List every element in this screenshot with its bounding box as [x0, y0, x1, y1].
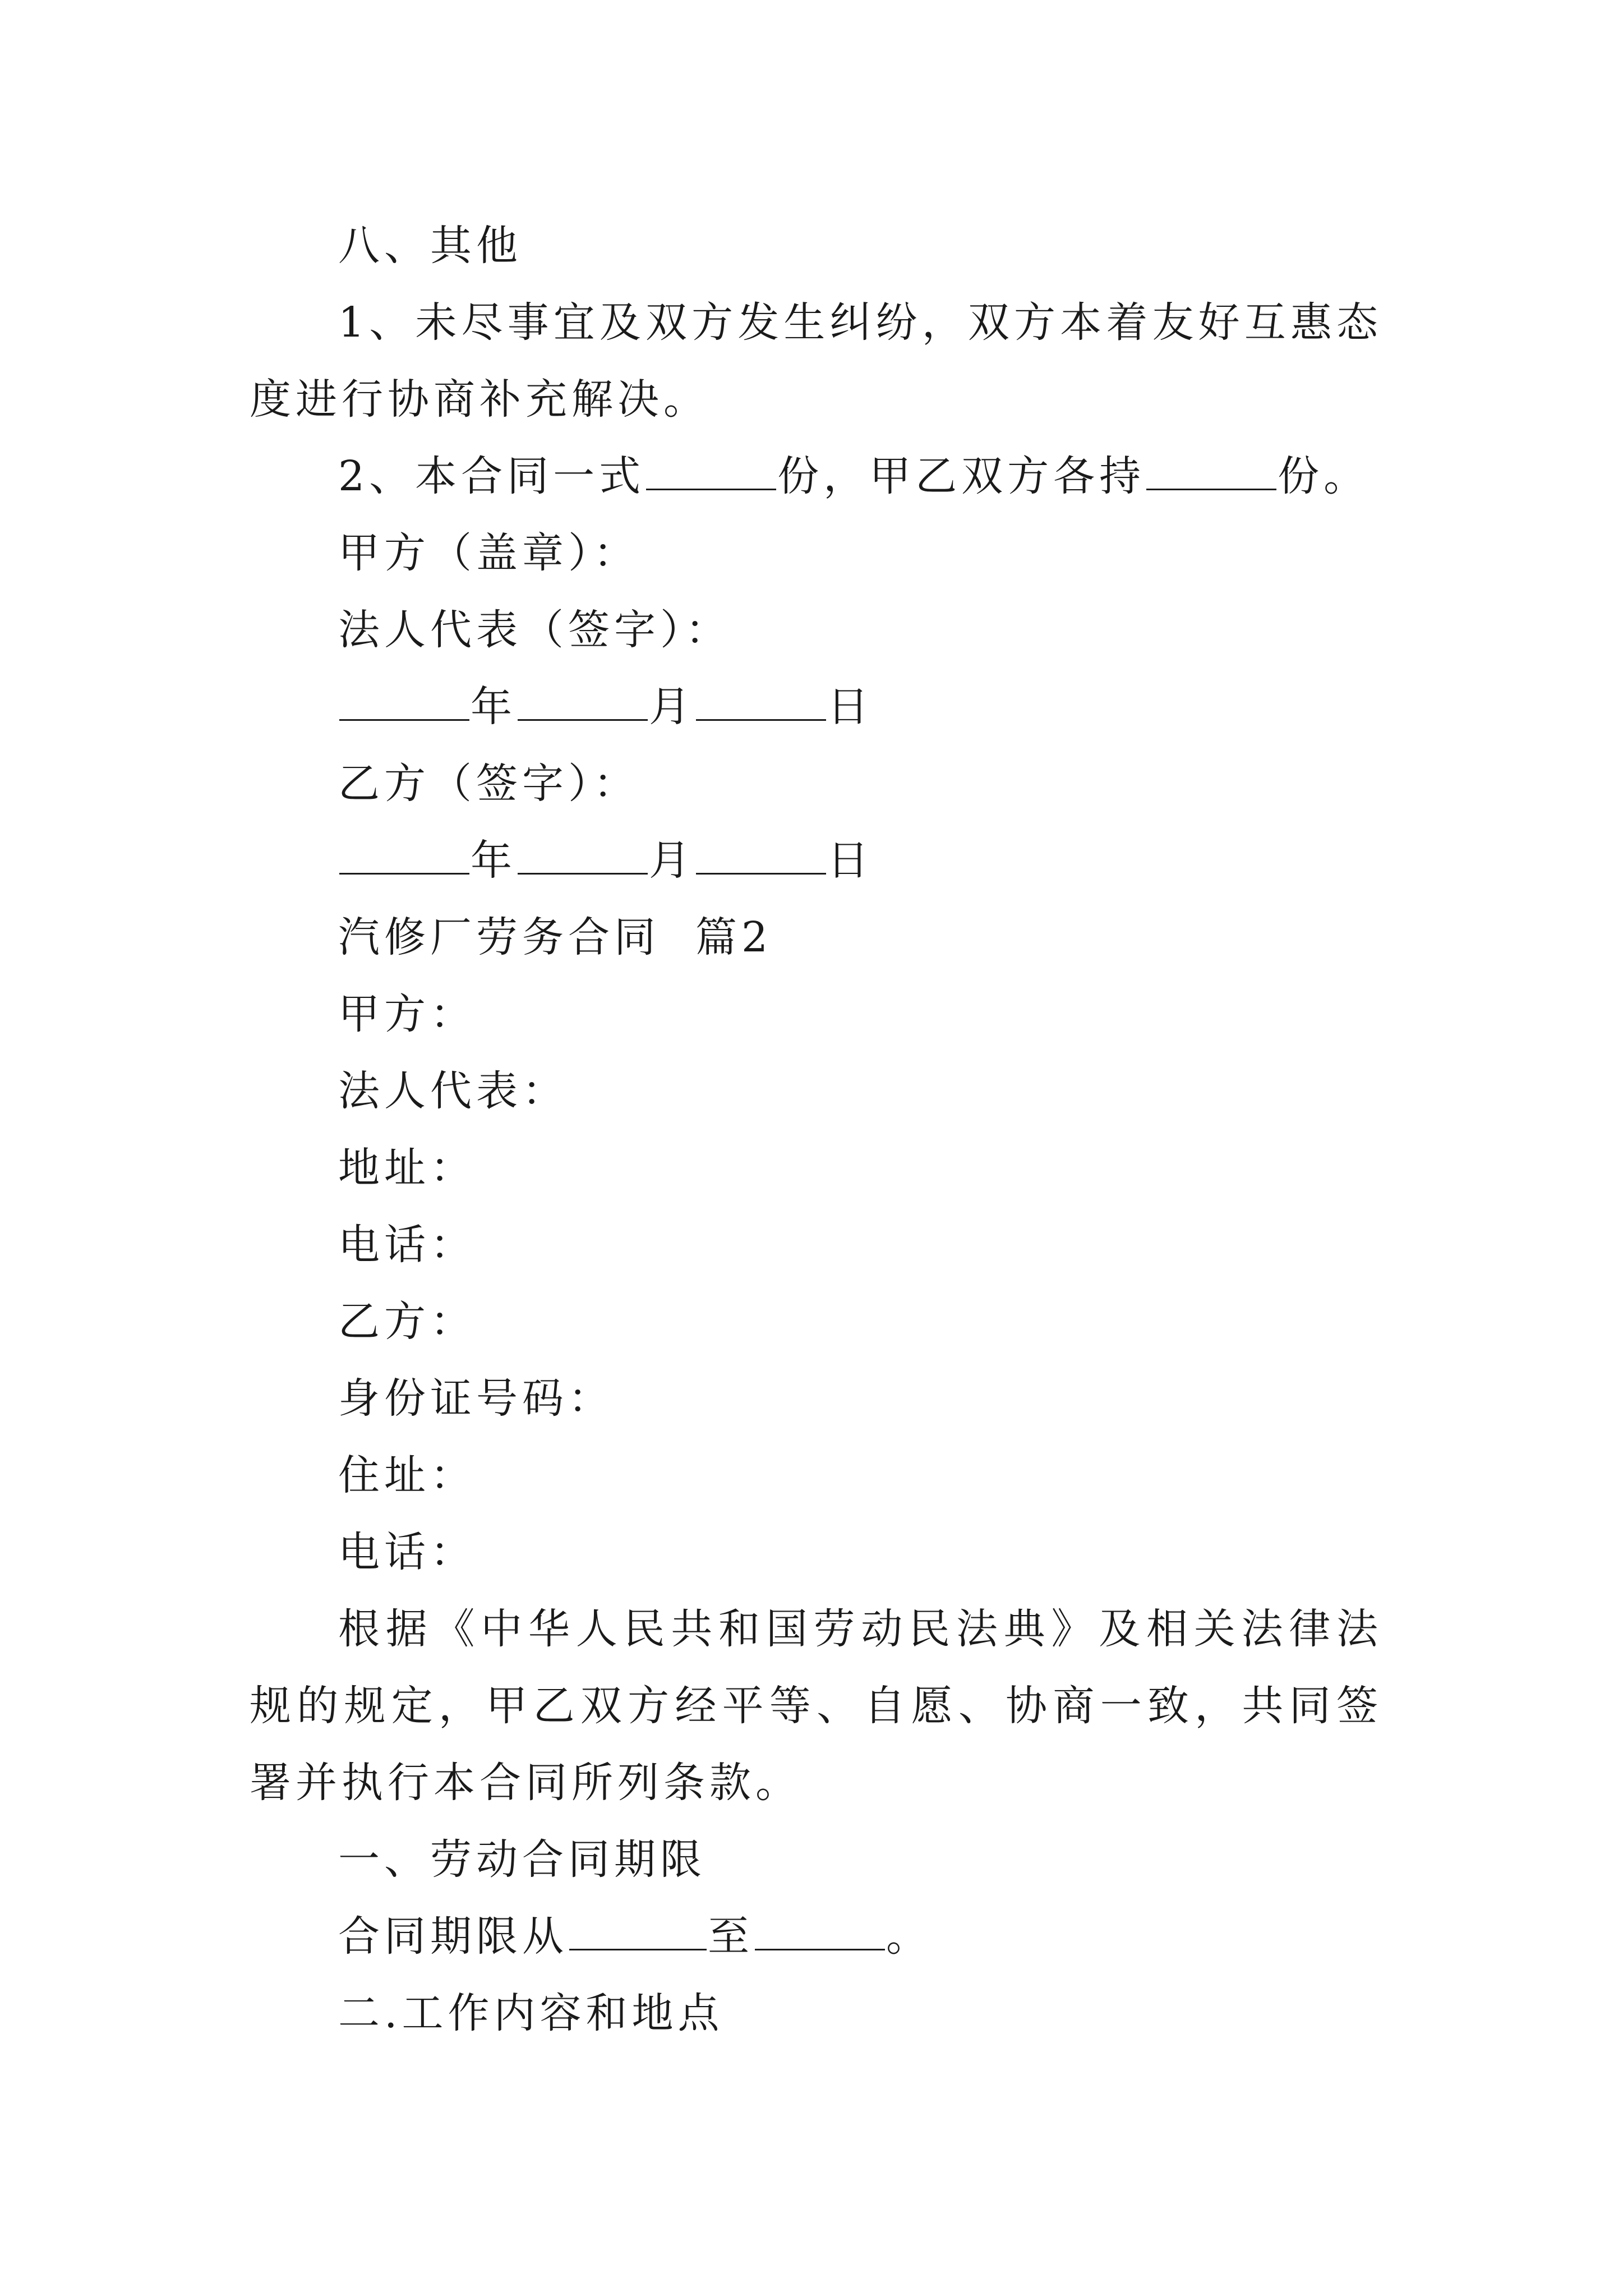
- phone-b-field: 电话：: [338, 1528, 476, 1576]
- month-blank[interactable]: [518, 827, 648, 875]
- party-b-field: 乙方：: [338, 1297, 476, 1346]
- year-label: 年: [471, 683, 517, 731]
- month-label: 月: [649, 836, 695, 885]
- clause-2: [250, 438, 1382, 515]
- section-heading-term: 一、劳动合同期限: [338, 1835, 706, 1884]
- copies-each-blank[interactable]: [1146, 443, 1276, 490]
- id-number-field: 身份证号码：: [338, 1374, 614, 1423]
- clause-2-suffix: 份。: [1278, 452, 1370, 500]
- section-heading-work: 二.工作内容和地点: [338, 1989, 724, 2037]
- clause-1: 1、未尽事宜及双方发生纠纷，双方本着友好互惠态度进行协商补充解决。: [250, 298, 1382, 424]
- party-b-sign-label: 乙方（签字）：: [338, 760, 639, 808]
- month-blank[interactable]: [518, 673, 648, 721]
- term-start-blank[interactable]: [569, 1903, 707, 1950]
- contract-2-title: 汽修厂劳务合同 篇2: [338, 913, 773, 961]
- day-label: 日: [827, 683, 873, 731]
- legal-rep-sign-label: 法人代表（签字）：: [338, 606, 731, 654]
- date-line-a: [250, 669, 1382, 746]
- term-prefix: 合同期限从: [338, 1912, 568, 1961]
- year-blank[interactable]: [339, 673, 469, 721]
- day-label: 日: [827, 836, 873, 885]
- contract-term-line: [250, 1898, 1382, 1975]
- basis-paragraph: 根据《中华人民共和国劳动民法典》及相关法律法规的规定，甲乙双方经平等、自愿、协商一致，共同签署并执行本合同所列条款。: [250, 1605, 1382, 1807]
- term-suffix: 。: [886, 1912, 932, 1961]
- clause-2-middle: 份，甲乙双方各持: [777, 452, 1146, 500]
- copies-total-blank[interactable]: [646, 443, 776, 490]
- residence-field: 住址：: [338, 1451, 476, 1499]
- date-line-b: [250, 822, 1382, 899]
- day-blank[interactable]: [696, 827, 826, 875]
- term-middle: 至: [708, 1912, 754, 1961]
- clause-2-prefix: 2、本合同一式: [338, 452, 645, 500]
- year-label: 年: [471, 836, 517, 885]
- day-blank[interactable]: [696, 673, 826, 721]
- section-heading-other: 八、其他: [338, 222, 522, 270]
- year-blank[interactable]: [339, 827, 469, 875]
- legal-rep-field: 法人代表：: [338, 1067, 568, 1115]
- term-end-blank[interactable]: [755, 1903, 885, 1950]
- address-field: 地址：: [338, 1144, 476, 1192]
- party-a-seal-label: 甲方（盖章）：: [338, 529, 639, 577]
- phone-a-field: 电话：: [338, 1221, 476, 1269]
- month-label: 月: [649, 683, 695, 731]
- document-body: [250, 208, 1382, 2052]
- party-a-field: 甲方：: [338, 990, 476, 1038]
